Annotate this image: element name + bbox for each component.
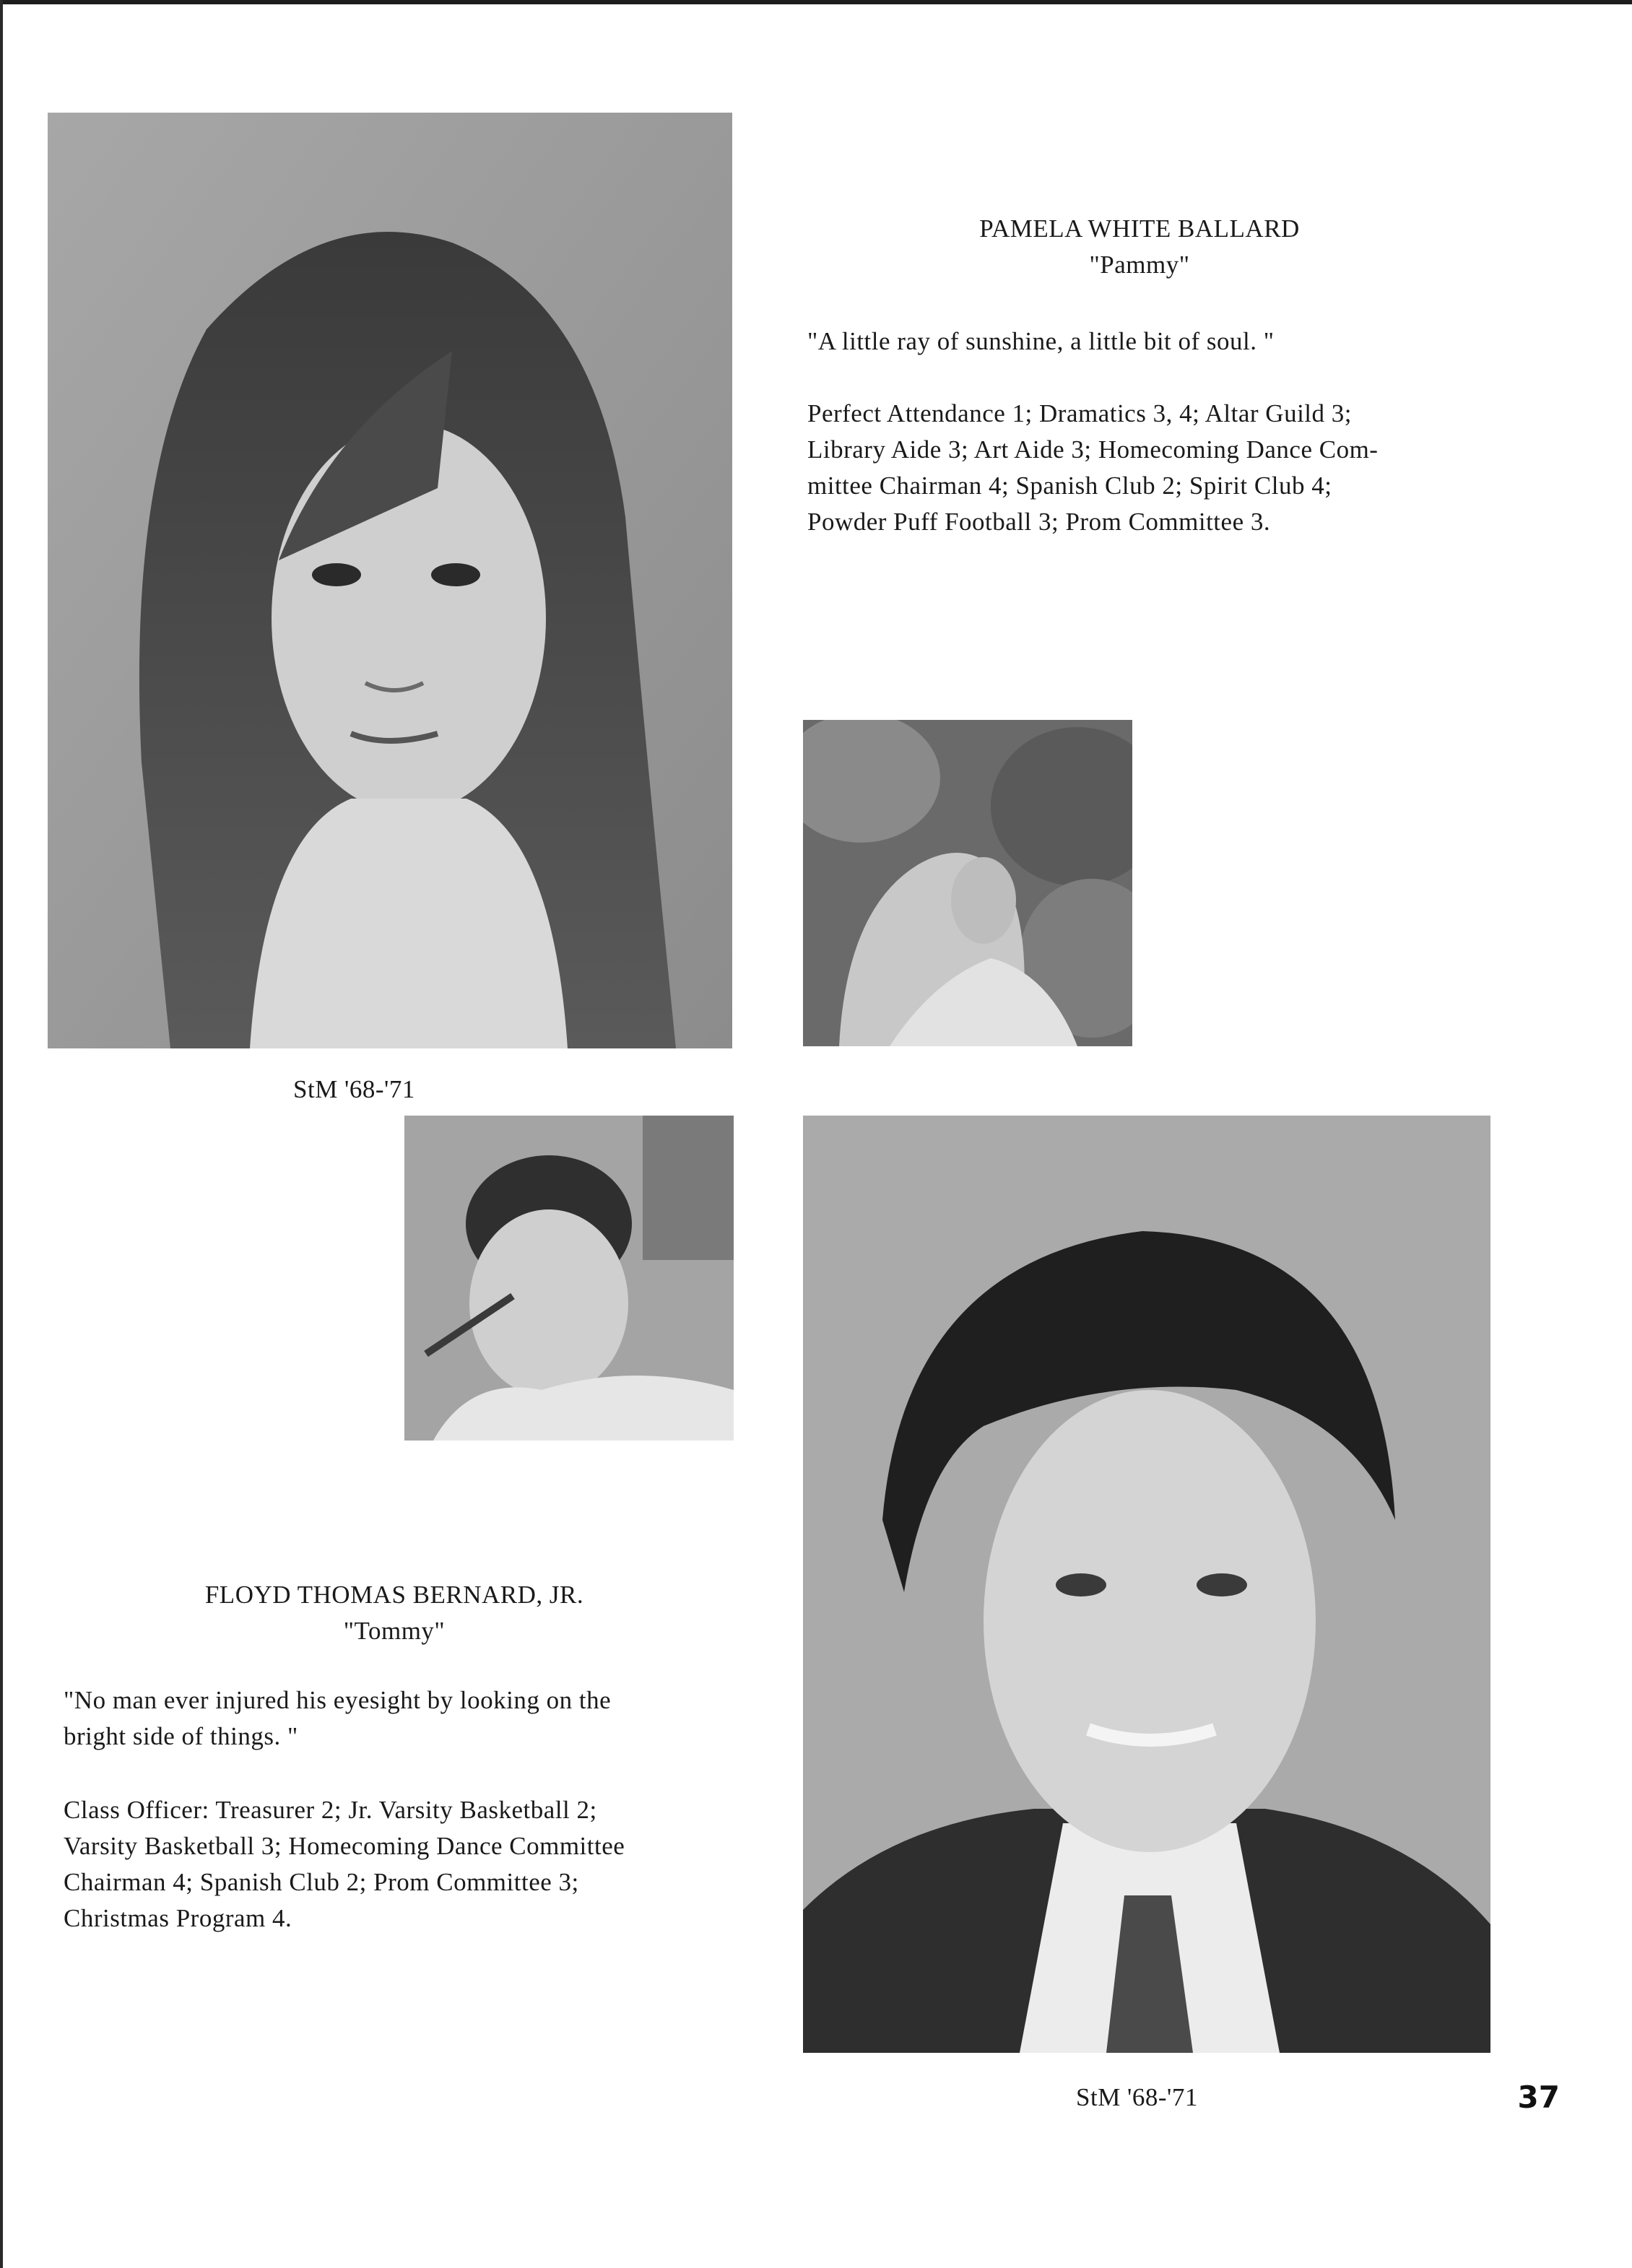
candid-photo-pamela [803, 720, 1132, 1046]
page-number: 37 [1517, 2080, 1560, 2115]
student-activities-floyd [64, 1792, 786, 1937]
student-activities-pamela [807, 396, 1529, 540]
scan-border-left [0, 0, 3, 2268]
student-name-floyd: FLOYD THOMAS BERNARD, JR. [204, 1581, 584, 1609]
quote-line: "No man ever injured his eyesight by looking on the [64, 1686, 612, 1714]
years-attended-floyd: StM '68-'71 [1076, 2083, 1198, 2111]
activities-line: mittee Chairman 4; Spanish Club 2; Spirit Club 4; [807, 472, 1332, 500]
student-name-pamela: PAMELA WHITE BALLARD [979, 214, 1300, 243]
student-nickname-pamela: "Pammy" [1089, 251, 1190, 279]
activities-line: Christmas Program 4. [64, 1904, 292, 1932]
years-attended-pamela: StM '68-'71 [293, 1075, 415, 1103]
activities-line: Class Officer: Treasurer 2; Jr. Varsity Basketball 2; [64, 1796, 597, 1824]
student-nickname-floyd: "Tommy" [343, 1617, 446, 1645]
activities-line: Chairman 4; Spanish Club 2; Prom Committee 3; [64, 1868, 579, 1896]
candid-photo-floyd [404, 1116, 734, 1441]
student-quote-floyd [64, 1682, 786, 1755]
portrait-photo-pamela [48, 113, 732, 1048]
activities-line: Library Aide 3; Art Aide 3; Homecoming Dance Com- [807, 435, 1379, 464]
quote-line: bright side of things. " [64, 1722, 298, 1750]
portrait-photo-floyd [803, 1116, 1490, 2053]
activities-line: Powder Puff Football 3; Prom Committee 3. [807, 508, 1271, 536]
activities-line: Varsity Basketball 3; Homecoming Dance Committee [64, 1832, 625, 1860]
scan-border-top [0, 0, 1632, 4]
activities-line: Perfect Attendance 1; Dramatics 3, 4; Altar Guild 3; [807, 399, 1352, 427]
student-quote-pamela: "A little ray of sunshine, a little bit of soul. " [807, 327, 1275, 355]
